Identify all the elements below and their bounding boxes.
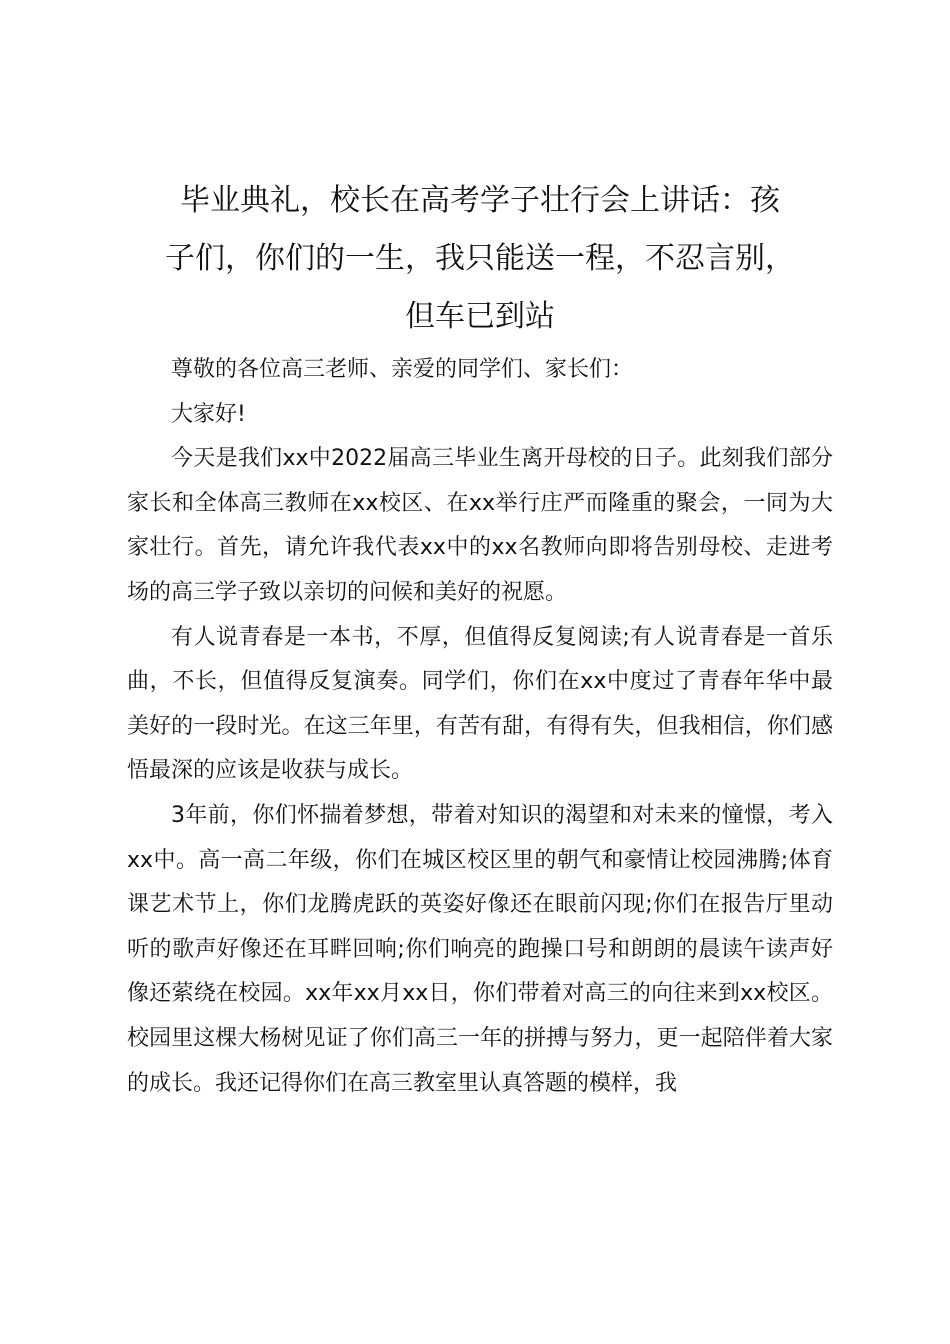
body-paragraph-3: 3年前，你们怀揣着梦想，带着对知识的渴望和对未来的憧憬，考入xx中。高一高二年级，你们在城区校区里的朝气和豪情让校园沸腾;体育课艺术节上，你们龙腾虎跃的英姿好像还在眼前闪现;你们在报告厅里动听的歌声好像还在耳畔回响;你们响亮的跑操口号和朗朗的晨读午读声好像还萦绕在校园。xx年xx月xx日，你们带着对高三的向往来到xx校区。校园里这棵大杨树见证了你们高三一年的拼搏与努力，更一起陪伴着大家的成长。我还记得你们在高三教室里认真答题的模样，我	[127, 802, 833, 1096]
greeting-paragraph: 大家好!	[171, 401, 246, 427]
document-title	[127, 172, 833, 346]
body-paragraph-1: 今天是我们xx中2022届高三毕业生离开母校的日子。此刻我们部分家长和全体高三教师在xx校区、在xx举行庄严而隆重的聚会，一同为大家壮行。首先，请允许我代表xx中的xx名教师向即将告别母校、走进考场的高三学子致以亲切的问候和美好的祝愿。	[127, 446, 833, 605]
body-paragraph-2: 有人说青春是一本书，不厚，但值得反复阅读;有人说青春是一首乐曲，不长，但值得反复演奏。同学们，你们在xx中度过了青春年华中最美好的一段时光。在这三年里，有苦有甜，有得有失，但我相信，你们感悟最深的应该是收获与成长。	[127, 624, 833, 784]
document-content	[127, 172, 833, 1106]
title-line-3: 但车已到站	[405, 299, 555, 334]
salutation-paragraph: 尊敬的各位高三老师、亲爱的同学们、家长们：	[171, 357, 634, 382]
document-body	[127, 348, 833, 1106]
title-line-2: 子们，你们的一生，我只能送一程，不忍言别，	[165, 241, 795, 276]
title-line-1: 毕业典礼，校长在高考学子壮行会上讲话：孩	[180, 183, 780, 218]
